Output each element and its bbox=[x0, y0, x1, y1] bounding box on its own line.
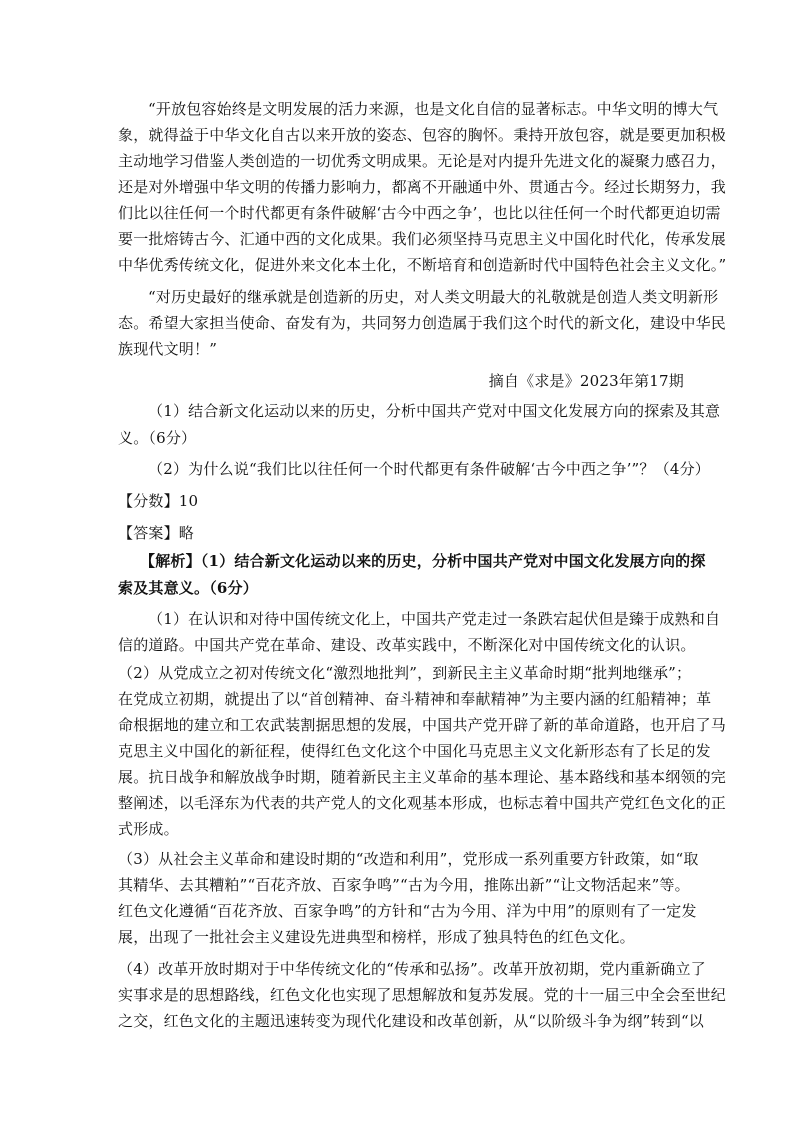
answer-label: 【答案】略 bbox=[118, 524, 195, 542]
analysis-heading-line-1: 【解析】（1）结合新文化运动以来的历史，分析中国共产党对中国文化发展方向的探 bbox=[140, 552, 706, 570]
point-2-line-7: 式形成。 bbox=[118, 820, 179, 838]
point-3-line-1: （3）从社会主义革命和建设时期的“改造和利用”，党形成一系列重要方针政策，如“取 bbox=[118, 850, 699, 868]
quote-p1-line-3: 主动地学习借鉴人类创造的一切优秀文明成果。无论是对内提升先进文化的凝聚力感召力， bbox=[118, 152, 727, 170]
quote-source: 摘自《求是》2023年第17期 bbox=[488, 372, 684, 390]
point-1-line-2: 信的道路。中国共产党在革命、建设、改革实践中，不断深化对中国传统文化的认识。 bbox=[118, 636, 696, 654]
analysis-heading-line-2: 索及其意义。（6分） bbox=[118, 579, 258, 597]
point-2-line-3: 命根据地的建立和工农武装割据思想的发展，中国共产党开辟了新的革命道路，也开启了马 bbox=[118, 716, 727, 734]
quote-p1-line-7: 中华优秀传统文化，促进外来文化本土化，不断培育和创造新时代中国特色社会主义文化。” bbox=[118, 256, 727, 274]
score-label: 【分数】10 bbox=[118, 492, 199, 510]
question-2: （2）为什么说“我们比以往任何一个时代都更有条件破解‘古今中西之争’”？（4分） bbox=[148, 460, 710, 478]
point-2-line-2: 在党成立初期，就提出了以“首创精神、奋斗精神和奉献精神”为主要内涵的红船精神；革 bbox=[118, 690, 712, 708]
quote-p2-line-2: 态。希望大家担当使命、奋发有为，共同努力创造属于我们这个时代的新文化，建设中华民 bbox=[118, 314, 727, 332]
point-2-line-6: 整阐述，以毛泽东为代表的共产党人的文化观基本形成，也标志着中国共产党红色文化的正 bbox=[118, 794, 727, 812]
point-3-line-4: 展，出现了一批社会主义建设先进典型和榜样，形成了独具特色的红色文化。 bbox=[118, 928, 635, 946]
point-4-line-2: 实事求是的思想路线，红色文化也实现了思想解放和复苏发展。党的十一届三中全会至世纪 bbox=[118, 986, 727, 1004]
point-4-line-3: 之交，红色文化的主题迅速转变为现代化建设和改革创新，从“以阶级斗争为纲”转到“以 bbox=[118, 1012, 705, 1030]
point-1-line-1: （1）在认识和对待中国传统文化上，中国共产党走过一条跌宕起伏但是臻于成熟和自 bbox=[148, 610, 721, 628]
point-2-line-5: 展。抗日战争和解放战争时期，随着新民主主义革命的基本理论、基本路线和基本纲领的完 bbox=[118, 768, 727, 786]
quote-p2-line-3: 族现代文明！” bbox=[118, 340, 218, 358]
quote-p1-line-6: 要一批熔铸古今、汇通中西的文化成果。我们必须坚持马克思主义中国化时代化，传承发展 bbox=[118, 230, 727, 248]
point-4-line-1: （4）改革开放时期对于中华传统文化的“传承和弘扬”。改革开放初期，党内重新确立了 bbox=[118, 960, 706, 978]
question-1-line-1: （1）结合新文化运动以来的历史，分析中国共产党对中国文化发展方向的探索及其意 bbox=[148, 402, 721, 420]
point-3-line-3: 红色文化遵循“百花齐放、百家争鸣”的方针和“古为今用、洋为中用”的原则有了一定发 bbox=[118, 902, 697, 920]
point-2-line-1: （2）从党成立之初对传统文化“激烈地批判”，到新民主主义革命时期“批判地继承”； bbox=[118, 664, 692, 682]
quote-p1-line-4: 还是对外增强中华文明的传播力影响力，都离不开融通中外、贯通古今。经过长期努力，我 bbox=[118, 178, 727, 196]
quote-p1-line-5: 们比以往任何一个时代都更有条件破解‘古今中西之争’，也比以往任何一个时代都更迫切需 bbox=[118, 204, 721, 222]
question-1-line-2: 义。（6分） bbox=[118, 429, 197, 447]
quote-p1-line-1: “开放包容始终是文明发展的活力来源，也是文化自信的显著标志。中华文明的博大气 bbox=[148, 100, 719, 118]
quote-p2-line-1: “对历史最好的继承就是创造新的历史，对人类文明最大的礼敬就是创造人类文明新形 bbox=[148, 288, 719, 306]
point-3-line-2: 其精华、去其糟粕”“百花齐放、百家争鸣”“古为今用，推陈出新”“让文物活起来”等。 bbox=[118, 876, 690, 894]
quote-p1-line-2: 象，就得益于中华文化自古以来开放的姿态、包容的胸怀。秉持开放包容，就是要更加积极 bbox=[118, 126, 727, 144]
point-2-line-4: 克思主义中国化的新征程，使得红色文化这个中国化马克思主义文化新形态有了长足的发 bbox=[118, 742, 711, 760]
